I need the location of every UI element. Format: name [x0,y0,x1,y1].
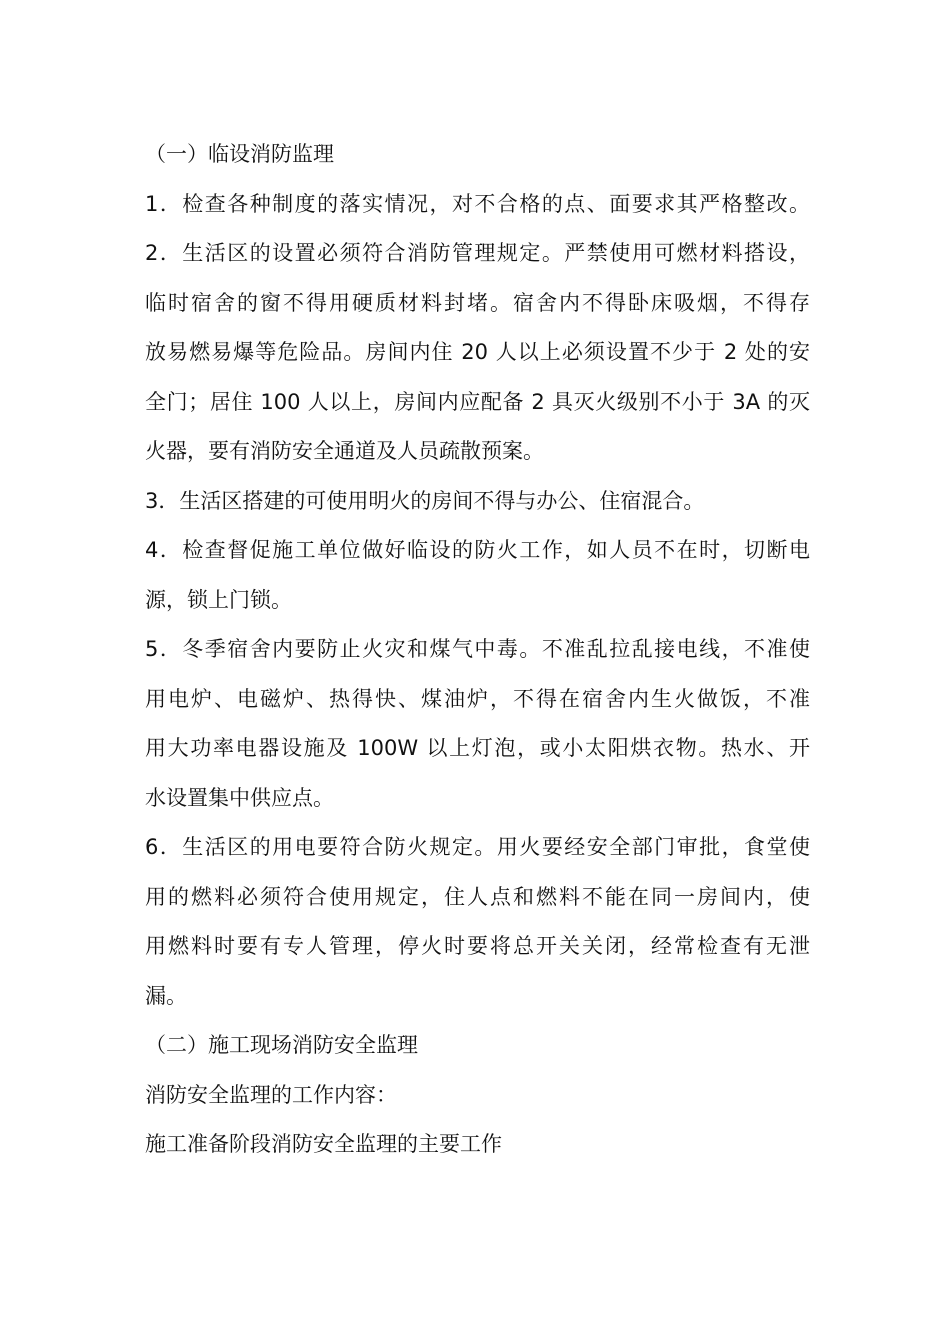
paragraph-line: 6．生活区的用电要符合防火规定。用火要经安全部门审批，食堂使 [145,835,810,859]
paragraph-line: 火器，要有消防安全通道及人员疏散预案。 [145,439,544,463]
paragraph-line: 1．检查各种制度的落实情况，对不合格的点、面要求其严格整改。 [145,191,810,216]
paragraph-line: 施工准备阶段消防安全监理的主要工作 [145,1132,502,1156]
paragraph-line: 4．检查督促施工单位做好临设的防火工作，如人员不在时，切断电 [145,538,810,562]
paragraph-line: 用燃料时要有专人管理，停火时要将总开关关闭，经常检查有无泄 [145,934,810,958]
section-heading-1: （一）临设消防监理 [145,142,334,166]
paragraph-line: 5．冬季宿舍内要防止火灾和煤气中毒。不准乱拉乱接电线，不准使 [145,637,810,661]
paragraph-line: 用电炉、电磁炉、热得快、煤油炉，不得在宿舍内生火做饭，不准 [145,686,810,711]
paragraph-line: 3．生活区搭建的可使用明火的房间不得与办公、住宿混合。 [145,488,705,513]
paragraph-line: 临时宿舍的窗不得用硬质材料封堵。宿舍内不得卧床吸烟，不得存 [145,290,810,315]
paragraph-line: 全门；居住 100 人以上，房间内应配备 2 具灭火级别不小于 3A 的灭 [145,389,810,414]
section-heading-2: （二）施工现场消防安全监理 [145,1033,418,1057]
document-body [145,130,810,1170]
paragraph-line: 2．生活区的设置必须符合消防管理规定。严禁使用可燃材料搭设， [145,241,810,265]
paragraph-line: 放易燃易爆等危险品。房间内住 20 人以上必须设置不少于 2 处的安 [145,340,810,364]
paragraph-line: 漏。 [145,983,187,1008]
paragraph-line: 用的燃料必须符合使用规定，住人点和燃料不能在同一房间内，使 [145,884,810,909]
paragraph-line: 用大功率电器设施及 100W 以上灯泡，或小太阳烘衣物。热水、开 [145,736,810,760]
paragraph-line: 源，锁上门锁。 [145,587,292,612]
paragraph-line: 水设置集中供应点。 [145,785,334,810]
paragraph-line: 消防安全监理的工作内容： [145,1082,397,1107]
